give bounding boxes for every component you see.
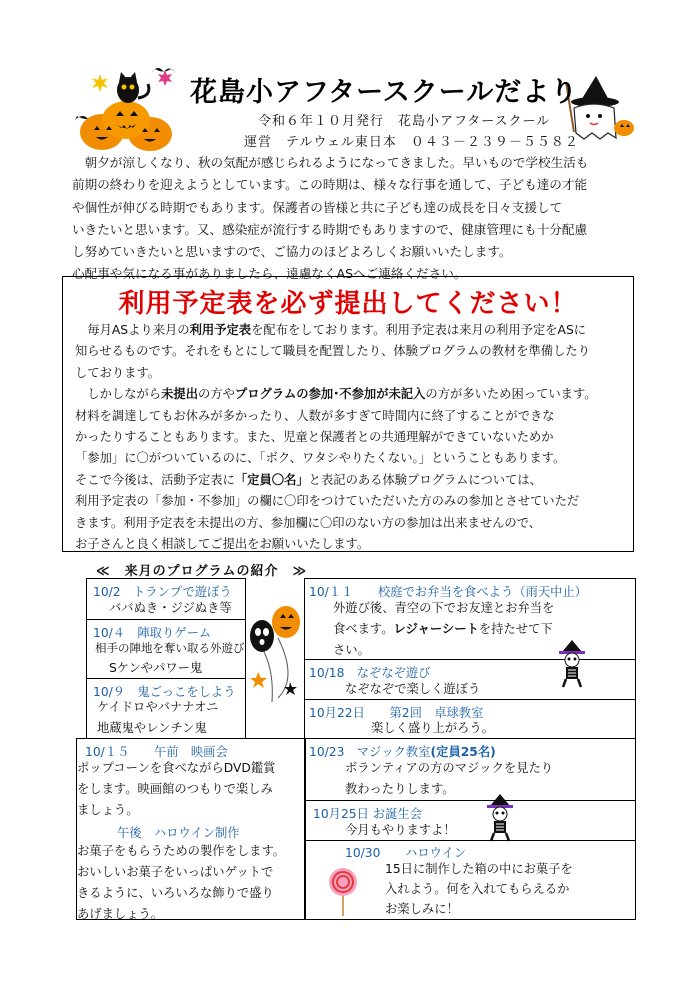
notice-emphasis: 利用予定表	[189, 323, 252, 337]
intro-paragraph	[72, 152, 632, 286]
notice-text: 材料を調達してもお休みが多かったり、人数が多すぎて時間内に終了することができな	[75, 408, 555, 423]
program-desc: ボランティアの方のマジックを見たり	[345, 761, 554, 775]
program-desc: 外遊び後、青空の下でお友達とお弁当を	[333, 601, 555, 615]
notice-text: 利用予定表の「参加・不参加」の欄に〇印をつけていただいた方のみの参加とさせていただ	[75, 494, 580, 509]
program-card	[76, 738, 306, 920]
pumpkin-cat-illustration	[70, 60, 185, 152]
program-date-title: 午後 ハロウイン制作	[117, 826, 240, 840]
program-card	[86, 578, 246, 620]
program-desc: おいしいお菓子をいっぱいゲットで	[77, 865, 274, 879]
program-desc: お菓子をもらうための製作をします。	[77, 844, 286, 858]
program-card	[86, 619, 246, 679]
program-desc: 相手の陣地を奪い取る外遊び	[95, 641, 245, 655]
notice-text: しかしながら	[75, 387, 162, 402]
program-desc: をします。映画館のつもりで楽しみ	[77, 782, 273, 796]
program-date-title: 10/23 マジック教室	[309, 745, 431, 759]
program-emphasis: レジャーシート	[393, 622, 479, 636]
program-desc: 15日に制作した箱の中にお菓子を	[385, 862, 573, 876]
program-desc: ババぬき・ジジぬき等	[109, 601, 232, 615]
notice-text: お子さんと良く相談してご提出をお願いいたします。	[75, 537, 370, 552]
notice-text: しております。	[75, 365, 161, 380]
program-card	[304, 699, 636, 739]
program-desc: 入れよう。何を入れてもらえるか	[385, 882, 570, 896]
program-desc: 食べます。	[333, 622, 394, 636]
intro-line: 前期の終わりを迎えようとしています。この時期は、様々な行事を通して、子ども達の才能	[72, 177, 588, 193]
notice-text: 「参加」に〇がついているのに、「ボク、ワタシやりたくない。」ということもあります。	[75, 451, 566, 466]
program-date-title: 10/１１ 校庭でお弁当を食べよう（雨天中止）	[309, 585, 588, 599]
program-desc: 楽しく盛り上がろう。	[371, 721, 494, 735]
notice-text: かったりすることもあります。また、児童と保護者との共通理解ができていないためか	[75, 430, 554, 445]
program-card	[304, 800, 636, 841]
notice-text: を配布をしております。利用予定表は来月の利用予定をASに	[251, 323, 587, 337]
notice-heading: 利用予定表を必ず提出してください！	[118, 289, 578, 319]
program-heading: ≪ 来月のプログラムの紹介 ≫	[96, 564, 308, 579]
issue-line: 令和６年１０月発行 花島小アフタースクール	[258, 114, 551, 129]
intro-line: いきたいと思います。又、感染症が流行する時期でもありますので、健康管理にも十分配慮	[72, 221, 588, 237]
intro-line: 心配事や気になる事がありましたら、遠慮なくASへご連絡ください。	[72, 266, 467, 282]
notice-text: と表記のある体験プログラムについては、	[308, 472, 542, 487]
program-card	[304, 738, 636, 801]
program-desc: さい。	[333, 643, 370, 657]
program-date-title: 10/１５ 午前 映画会	[85, 745, 228, 759]
program-date-title: 10/９ 鬼ごっこをしよう	[93, 685, 236, 699]
notice-text: きます。利用予定表を未提出の方、参加欄に〇印のない方の参加は出来ませんので、	[75, 515, 542, 530]
program-date-title: 10/30 ハロウイン	[345, 846, 467, 860]
newsletter-title: 花島小アフタースクールだより	[190, 77, 579, 108]
program-desc: あげましょう。	[77, 907, 164, 921]
notice-emphasis: 「定員〇名」	[234, 472, 309, 487]
program-desc: ポップコーンを食べながらDVD鑑賞	[77, 761, 276, 775]
notice-text: の方や	[198, 387, 235, 402]
program-desc: Sケンやパワー鬼	[109, 661, 203, 675]
program-date-title: 10/2 トランプで遊ぼう	[93, 585, 232, 599]
balloon-ghost-pumpkin-icon	[248, 600, 304, 710]
program-card	[86, 678, 246, 739]
intro-line: や個性が伸びる時期でもあります。保護者の皆様と共に子ども達の成長を日々支援して	[72, 199, 563, 215]
program-capacity: (定員25名)	[430, 745, 496, 759]
notice-text: そこで今後は、活動予定表に	[75, 472, 235, 487]
program-desc: ましょう。	[77, 803, 139, 817]
program-desc: なぞなぞで楽しく遊ぼう	[345, 682, 481, 696]
notice-body	[75, 320, 627, 555]
operator-contact: 運営 テルウェル東日本 ０４３－２３９－５５８２	[244, 135, 579, 150]
program-date-title: 10/18 なぞなぞ遊び	[309, 666, 431, 680]
intro-line: 朝夕が涼しくなり、秋の気配が感じられるようになってきました。早いもので学校生活も	[72, 155, 589, 170]
notice-emphasis: 未提出	[161, 387, 198, 402]
program-desc: お楽しみに！	[385, 902, 459, 916]
program-desc: 教わったりします。	[345, 782, 455, 796]
notice-text: 毎月ASより来月の	[75, 323, 190, 337]
program-desc: 今月もやりますよ！	[345, 823, 456, 837]
schedule-notice-box	[62, 276, 634, 552]
lollipop-icon	[326, 866, 360, 918]
intro-line: し努めていきたいと思いますので、ご協力のほどよろしくお願いいたします。	[72, 244, 512, 260]
skeleton-witch-icon	[556, 640, 588, 688]
notice-text: の方が多いため困っています。	[425, 387, 597, 402]
program-date-title: 10月25日 お誕生会	[313, 807, 422, 821]
program-date-title: 10月22日 第2回 卓球教室	[309, 706, 484, 720]
notice-emphasis: プログラムの参加･不参加が未記入	[234, 387, 426, 402]
program-desc: 地蔵鬼やレンチン鬼	[97, 721, 207, 735]
program-desc: を持たせて下	[478, 622, 553, 636]
program-date-title: 10/４ 陣取りゲーム	[93, 626, 212, 640]
program-desc: きるように、いろいろな飾りで盛り	[77, 886, 274, 900]
program-grid	[77, 578, 636, 921]
skeleton-witch-icon	[484, 794, 516, 842]
program-desc: ケイドロやバナナオニ	[97, 700, 219, 714]
notice-text: 知らせるものです。それをもとにして職員を配置したり、体験プログラムの教材を準備したり	[75, 344, 590, 359]
